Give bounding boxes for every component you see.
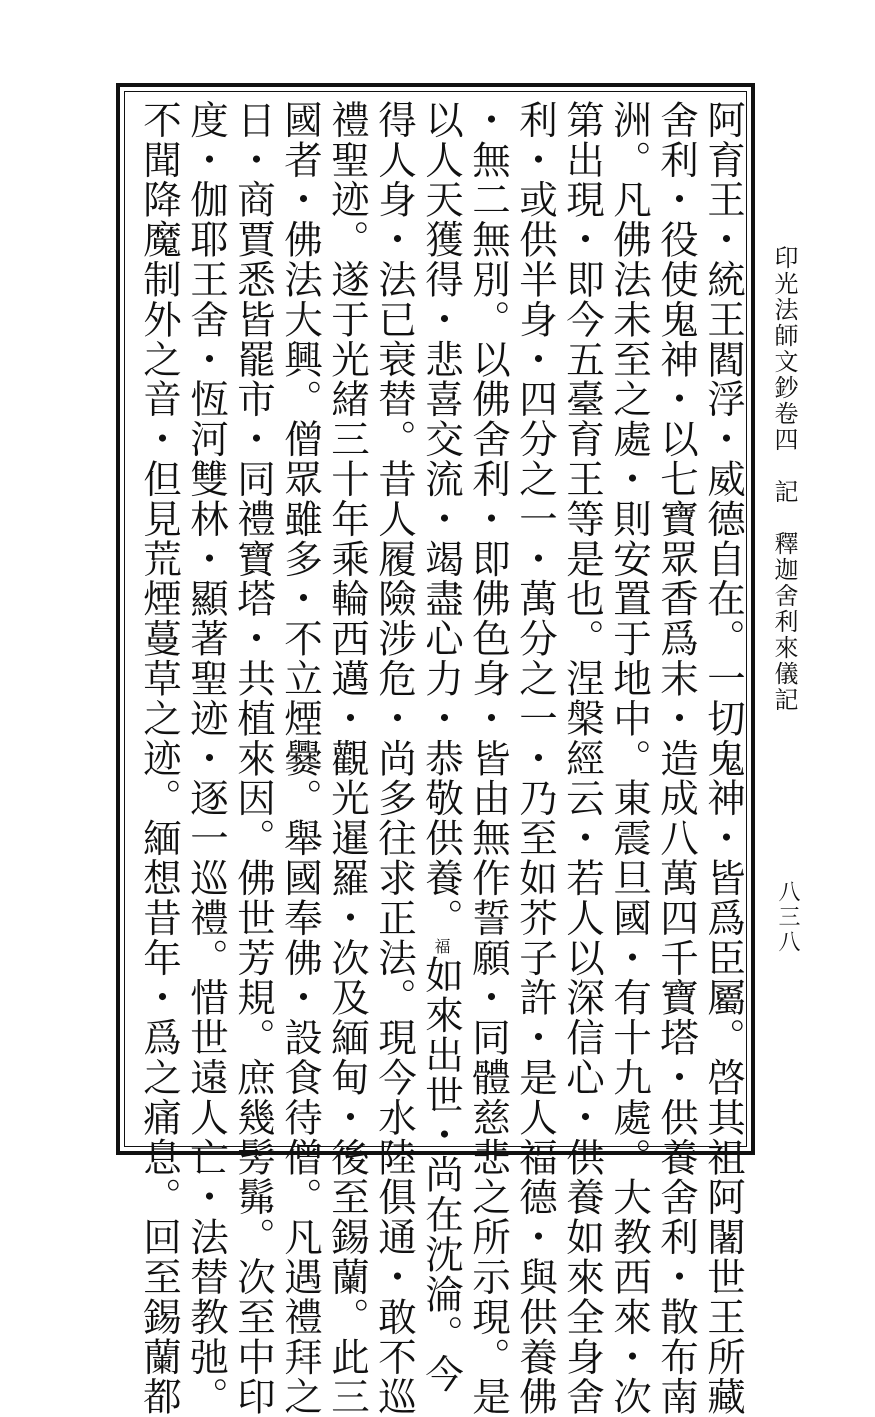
text-column-7-main: 以人天獲得・悲喜交流・竭盡心力・恭敬供養。 bbox=[419, 100, 464, 938]
text-column-7-tail: 如來出世・尚在沈淪。今 bbox=[419, 955, 464, 1395]
text-column-9: 禮聖迹。遂于光緒三十年乘輪西邁・觀光暹羅・次及緬甸・後至錫蘭。此三 bbox=[325, 100, 370, 1417]
running-head: 印光法師文鈔卷四 記 釋迦舍利來儀記 bbox=[770, 245, 798, 713]
interlinear-annotation: 福 bbox=[432, 937, 451, 956]
body-text bbox=[136, 100, 746, 1417]
text-column-12: 度・伽耶王舍・恆河雙林・顯著聖迹・逐一巡禮。惜世遠人亡・法替教弛。 bbox=[184, 100, 229, 1417]
text-column-4: 第出現・即今五臺育王等是也。涅槃經云・若人以深信心・供養如來全身舍 bbox=[560, 100, 605, 1417]
text-column-2: 舍利・役使鬼神・以七寶眾香爲末・造成八萬四千寶塔・供養舍利・散布南 bbox=[654, 100, 699, 1417]
text-column-7 bbox=[419, 100, 464, 1395]
text-column-3: 洲。凡佛法未至之處・則安置于地中。東震旦國・有十九處。大教西來・次 bbox=[607, 100, 652, 1417]
text-column-13: 不聞降魔制外之音・但見荒煙蔓草之迹。緬想昔年・爲之痛息。回至錫蘭都 bbox=[137, 100, 182, 1417]
text-column-6: ・無二無別。以佛舍利・即佛色身・皆由無作誓願・同體慈悲之所示現。是 bbox=[466, 100, 511, 1417]
text-column-11: 日・商賈悉皆罷市・同禮寶塔・共植來因。佛世芳規。庶幾髣髴。次至中印 bbox=[231, 100, 276, 1417]
text-column-10: 國者・佛法大興。僧眾雖多・不立煙爨。舉國奉佛・設食待僧。凡遇禮拜之 bbox=[278, 100, 323, 1417]
page-number: 八三八 bbox=[775, 880, 800, 955]
text-column-5: 利・或供半身・四分之一・萬分之一・乃至如芥子許・是人福德・與供養佛 bbox=[513, 100, 558, 1417]
text-column-1: 阿育王・統王閻浮・威德自在。一切鬼神・皆爲臣屬。啓其祖阿闍世王所藏 bbox=[701, 100, 746, 1417]
text-column-8: 得人身・法已衰替。昔人履險涉危・尚多往求正法。現今水陸俱通・敢不巡 bbox=[372, 100, 417, 1417]
